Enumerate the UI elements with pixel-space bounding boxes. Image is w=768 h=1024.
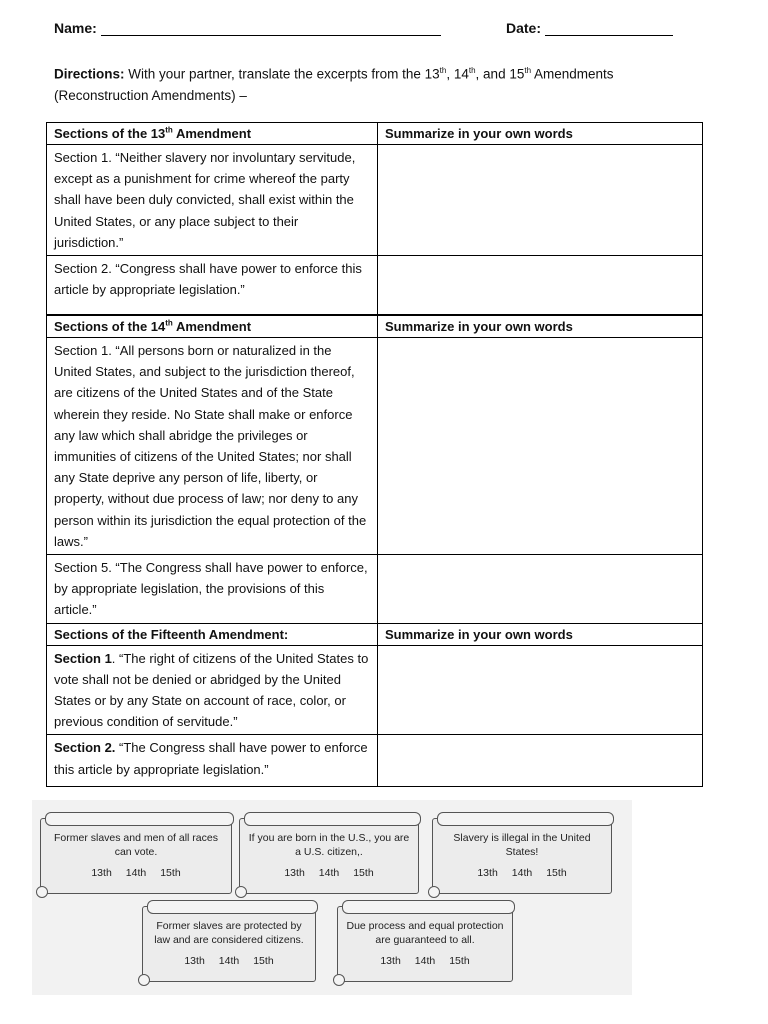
excerpt-15-section-2	[47, 735, 378, 787]
summary-header: Summarize in your own words	[378, 123, 703, 145]
card-options	[338, 955, 512, 967]
card-options	[433, 867, 611, 879]
scroll-roll	[437, 812, 614, 826]
summary-cell[interactable]	[378, 338, 703, 555]
header-row-14th	[47, 315, 703, 338]
option-15th[interactable]: 15th	[253, 955, 274, 967]
header-row-13th	[47, 123, 703, 145]
section-row	[47, 338, 703, 555]
directions-text: , and 15	[475, 66, 525, 82]
section-row	[47, 256, 703, 316]
name-field[interactable]	[54, 20, 441, 36]
card-text: Slavery is illegal in the United States!	[453, 832, 591, 858]
option-15th[interactable]: 15th	[449, 955, 470, 967]
summary-cell[interactable]	[378, 256, 703, 316]
section-text: “The Congress shall have power to enforce this article by appropriate legislation.”	[54, 740, 368, 777]
title-text: Sections of the 13	[54, 126, 166, 141]
scroll-card[interactable]	[432, 818, 612, 894]
section-row	[47, 145, 703, 256]
card-text: Due process and equal protection are guaranteed to all.	[346, 920, 504, 946]
card-options	[240, 867, 418, 879]
option-14th[interactable]: 14th	[218, 955, 240, 967]
header-row-15th	[47, 623, 703, 645]
option-14th[interactable]: 14th	[318, 867, 340, 879]
title-text: Sections of the 14	[54, 319, 166, 335]
scroll-card[interactable]	[142, 906, 316, 982]
name-blank[interactable]	[101, 21, 441, 36]
sup: th	[439, 66, 447, 75]
directions-text: Amendments (Reconstruction Amendments) –	[54, 66, 614, 103]
excerpt-15-section-1	[47, 645, 378, 735]
summary-cell[interactable]	[378, 645, 703, 735]
option-14th[interactable]: 14th	[511, 867, 533, 879]
directions	[54, 60, 694, 106]
card-text: Former slaves and men of all races can vote.	[54, 832, 218, 858]
scroll-curl	[138, 974, 150, 986]
scroll-roll	[45, 812, 234, 826]
summary-cell[interactable]	[378, 555, 703, 624]
sup: th	[165, 318, 173, 328]
section-row	[47, 735, 703, 787]
sup: th	[165, 125, 173, 135]
directions-label: Directions:	[54, 66, 125, 82]
scroll-card[interactable]	[40, 818, 232, 894]
section-row	[47, 645, 703, 735]
date-label: Date:	[506, 20, 542, 36]
scroll-curl	[36, 886, 48, 898]
section-text: . “The right of citizens of the United States to vote shall not be denied or abridged by the United States or by any State on account of race, color, or previous condition of servitude.”	[54, 650, 369, 730]
option-15th[interactable]: 15th	[546, 867, 567, 879]
header-13th	[47, 123, 378, 145]
card-options	[41, 867, 231, 879]
excerpt-14-section-1: Section 1. “All persons born or naturalized in the United States, and subject to the jurisdiction thereof, are citizens of the United States and of the State wherein they reside. No State shall make or enforce any law which shall abridge the privileges or immunities of citizens of the United States; nor shall any State deprive any person of life, liberty, or property, without due process of law; nor deny to any person within its jurisdiction the equal protection of the laws.”	[47, 338, 378, 555]
scroll-card[interactable]	[239, 818, 419, 894]
scroll-curl	[235, 886, 247, 898]
excerpt-13-section-2: Section 2. “Congress shall have power to enforce this article by appropriate legislation.”	[47, 256, 378, 316]
summary-cell[interactable]	[378, 145, 703, 256]
option-14th[interactable]: 14th	[414, 955, 436, 967]
date-blank[interactable]	[545, 21, 673, 36]
scroll-roll	[342, 900, 515, 914]
card-options	[143, 955, 315, 967]
directions-text: , 14	[446, 66, 469, 82]
option-13th[interactable]: 13th	[380, 955, 401, 967]
card-text: If you are born in the U.S., you are a U.S. citizen,.	[248, 832, 410, 858]
title-text: Amendment	[172, 126, 252, 141]
option-15th[interactable]: 15th	[160, 867, 181, 879]
scroll-roll	[244, 812, 421, 826]
summary-header: Summarize in your own words	[378, 315, 703, 338]
scroll-cards	[32, 800, 632, 995]
title-text: Amendment	[172, 319, 252, 335]
option-13th[interactable]: 13th	[184, 955, 205, 967]
header-14th	[47, 315, 378, 338]
section-label: Section 2.	[54, 740, 116, 756]
amendments-table	[46, 122, 703, 787]
section-row	[47, 555, 703, 624]
excerpt-13-section-1: Section 1. “Neither slavery nor involuntary servitude, except as a punishment for crime whereof the party shall have been duly convicted, shall exist within the United States, or any place subject to their jurisdiction.”	[47, 145, 378, 256]
option-13th[interactable]: 13th	[91, 867, 112, 879]
sup: th	[468, 66, 476, 75]
scroll-card[interactable]	[337, 906, 513, 982]
option-13th[interactable]: 13th	[477, 867, 498, 879]
option-15th[interactable]: 15th	[353, 867, 374, 879]
summary-header: Summarize in your own words	[378, 623, 703, 645]
excerpt-14-section-5: Section 5. “The Congress shall have power to enforce, by appropriate legislation, the provisions of this article.”	[47, 555, 378, 624]
option-13th[interactable]: 13th	[284, 867, 305, 879]
header-15th: Sections of the Fifteenth Amendment:	[47, 623, 378, 645]
directions-text: With your partner, translate the excerpts from the 13	[124, 66, 440, 82]
scroll-curl	[333, 974, 345, 986]
date-field[interactable]	[506, 20, 673, 36]
card-text: Former slaves are protected by law and are considered citizens.	[154, 920, 304, 946]
scroll-roll	[147, 900, 318, 914]
option-14th[interactable]: 14th	[125, 867, 147, 879]
name-label: Name:	[54, 20, 97, 36]
sup: th	[524, 66, 532, 75]
summary-cell[interactable]	[378, 735, 703, 787]
scroll-curl	[428, 886, 440, 898]
section-label: Section 1	[54, 650, 112, 666]
